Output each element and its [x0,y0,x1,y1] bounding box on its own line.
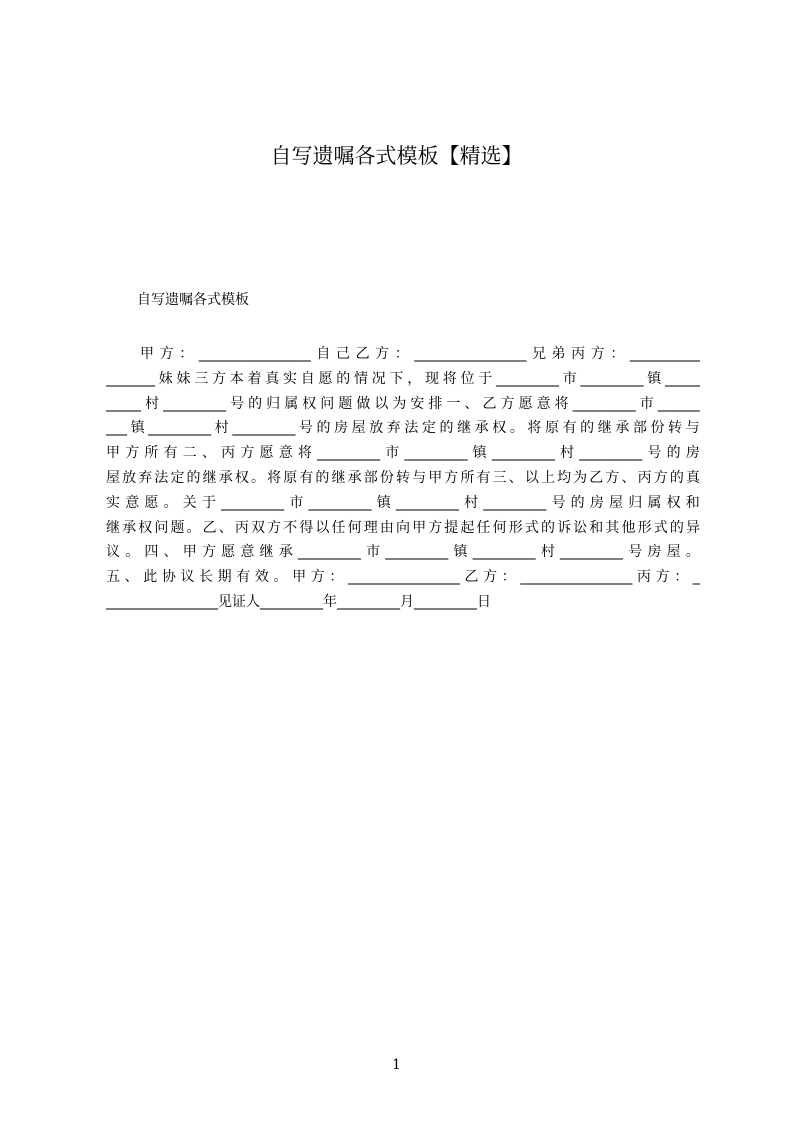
body-text: 讼 [573,519,588,536]
body-text: 继 [331,469,346,486]
body-text: _________ [148,420,212,437]
body-text: 有 [163,445,178,462]
body-text: 和 [589,519,604,536]
body-line [106,516,700,541]
body-text: 以 [524,469,539,486]
body-text: 意 [125,494,140,511]
body-text: 有 [236,569,251,586]
body-text: 定 [421,420,436,437]
body-text: 效 [254,569,269,586]
body-text: ________________见证人_________年_________月_________日 [106,593,491,610]
body-text: 议 [180,569,195,586]
body-text: 实 [283,370,297,387]
body-text: 的 [540,519,555,536]
body-text: 的 [570,494,585,511]
body-text: 丙 [636,569,651,586]
body-text: _____ [665,370,700,387]
body-text: 号 [230,395,245,412]
body-text: 的 [336,370,351,387]
body-line [106,565,700,590]
body-text: 权 [302,395,317,412]
body-text: 号 [647,445,662,462]
page-number: 1 [392,1057,401,1073]
body-line [106,466,700,491]
body-text: 放 [369,420,384,437]
body-text: 方 [212,370,226,387]
body-text: 将 [527,420,542,437]
body-text: 方 [201,544,216,561]
body-text: 甲 [292,569,307,586]
body-text: 法 [404,420,419,437]
body-text: 丙 [571,346,586,362]
body-text: 形 [508,519,523,536]
body-text: 真 [685,469,700,486]
body-text: 妹 [176,370,191,387]
body-text: 有 [562,420,577,437]
body-text: 自 [316,346,331,362]
body-text: 村 [560,445,574,462]
body-text: _________ [496,370,559,387]
body-text: 村 [540,544,555,561]
body-text: ： [329,569,344,586]
body-text: _________ [385,544,449,561]
body-text: 方 [590,346,605,362]
body-text: 房 [647,544,662,561]
body-text: __________ [629,346,700,362]
body-line [106,590,700,615]
body-text: 法 [154,469,169,486]
body-text: 房 [589,494,604,511]
body-text: _________ [472,544,536,561]
body-text: 定 [170,469,185,486]
body-text: 由 [379,519,394,536]
body-text: ： [394,346,409,362]
body-text: 下 [389,370,404,387]
body-text: 着 [247,370,262,387]
body-text: 市 [385,445,400,462]
body-text: ______ [657,395,700,412]
body-text: 的 [315,469,330,486]
body-text: 乙 [589,469,604,486]
body-text: _________ [404,445,468,462]
body-line [106,441,700,466]
body-text: 己 [335,346,350,362]
body-text: 承 [218,469,233,486]
body-text: 权 [666,494,681,511]
body-text: 异 [685,519,700,536]
body-text: 、 [218,519,233,536]
body-text: 式 [653,519,668,536]
body-text: _____ [106,395,141,412]
body-text: 自 [300,370,315,387]
body-text: 题 [338,395,353,412]
body-text: 情 [354,370,368,387]
document-body [106,342,700,615]
body-text: 愿 [518,395,533,412]
body-text: 放 [122,469,137,486]
body-text: 。 [685,544,700,561]
body-text: 方 [310,569,325,586]
body-text: 房 [685,445,700,462]
body-text: 转 [668,420,683,437]
body-text: 愿 [318,370,333,387]
body-text: 权 [492,420,507,437]
body-text: 三 [194,370,209,387]
body-text: 为 [392,395,407,412]
body-text: 部 [363,469,378,486]
body-text: 属 [647,494,662,511]
body-text: 。 [125,544,140,561]
body-text: ： [179,346,194,362]
body-text: 甲 [428,469,443,486]
body-text: 他 [621,519,636,536]
body-text: 继 [457,420,472,437]
body-text: 任 [476,519,491,536]
body-text: 以 [374,395,389,412]
body-text: 不 [283,519,298,536]
body-text: 均 [557,469,572,486]
body-text: 为 [573,469,588,486]
body-text: 、 [124,569,139,586]
body-text: 排 [428,395,443,412]
body-text: 况 [371,370,386,387]
body-text: ________________ [347,569,460,586]
body-text: 何 [347,519,362,536]
body-text: 的 [666,445,681,462]
body-text: 市 [562,370,577,387]
body-text: 的 [669,519,684,536]
body-text: 号 [628,544,643,561]
body-text: 归 [628,494,643,511]
body-text: 镇 [472,445,487,462]
body-text: 、 [508,469,523,486]
body-text: _________ [572,395,636,412]
body-text: 与 [685,420,700,437]
body-text: 、 [464,395,479,412]
body-text: 继 [259,544,274,561]
body-text: 起 [460,519,475,536]
body-text: 屋 [351,420,366,437]
body-text: 部 [632,420,647,437]
body-text: ： [610,346,625,362]
body-text: 二 [182,445,197,462]
body-text: 诉 [557,519,572,536]
body-text: 、 [201,445,216,462]
body-text: 愿 [144,494,159,511]
body-text: _________ [579,445,643,462]
body-text: _________ [395,494,459,511]
body-text: ： [501,569,516,586]
body-text: 的 [580,420,595,437]
body-text: ： [674,569,689,586]
body-text: 镇 [376,494,391,511]
body-text: 继 [106,519,120,536]
body-text: 、 [621,469,636,486]
body-text: 妹 [158,370,173,387]
body-text: 于 [478,370,493,387]
body-text: 议 [106,544,120,561]
body-text: 方 [240,445,255,462]
body-text: 意 [240,544,255,561]
body-text: 乙 [202,519,217,536]
body-text: 丙 [234,519,249,536]
body-text: 协 [161,569,176,586]
body-text: 此 [143,569,158,586]
body-text: _________ [308,494,372,511]
body-text: _________ [483,494,547,511]
body-text: 真 [265,370,280,387]
body-text: 。 [186,519,201,536]
body-text: _________ [232,420,296,437]
body-text: ， [407,370,422,387]
body-text: 原 [283,469,298,486]
body-text: 。 [163,494,178,511]
body-text: 方 [605,469,620,486]
body-text: 原 [544,420,559,437]
body-text: 任 [331,519,346,536]
body-text: 甲 [140,346,154,362]
body-text: 乙 [482,395,497,412]
body-text: 方 [483,569,498,586]
body-text: 号 [298,420,313,437]
body-text: 的 [186,469,201,486]
body-text: _______ [106,370,155,387]
body-text: 继 [597,420,612,437]
body-text: 弟 [551,346,566,362]
body-text: 问 [154,519,169,536]
body-text: 愿 [259,445,274,462]
body-text: _________ [560,544,623,561]
body-text: 乙 [464,569,479,586]
body-text: 形 [637,519,652,536]
body-text: 所 [460,469,475,486]
body-text: 甲 [412,519,427,536]
body-text: 关 [182,494,197,511]
document-subtitle: 自写遗嘱各式模板 [137,292,249,308]
body-text: 丙 [637,469,652,486]
body-line [106,342,700,367]
body-text: 做 [356,395,371,412]
body-text: 五 [106,569,120,586]
body-text: 份 [379,469,394,486]
body-text: 权 [234,469,249,486]
body-text: 将 [267,469,282,486]
body-text: 将 [297,445,312,462]
body-text: 镇 [647,370,662,387]
body-text: 方 [655,569,670,586]
body-text: _________ [297,544,361,561]
body-text: 丙 [221,445,236,462]
body-text: 承 [474,420,489,437]
body-text: 方 [653,469,668,486]
body-text: 屋 [666,544,681,561]
body-text: 。 [273,569,288,586]
body-text: 方 [125,445,140,462]
body-text: 归 [266,395,281,412]
body-text: 方 [428,519,443,536]
body-text: 上 [540,469,555,486]
body-text: 方 [375,346,390,362]
body-text: 房 [334,420,349,437]
body-text: 将 [442,370,457,387]
body-text: 乙 [355,346,370,362]
body-text: 市 [289,494,304,511]
body-line [106,367,700,392]
body-text: 屋 [106,469,120,486]
document-title: 自写遗嘱各式模板【精选】 [270,144,523,168]
body-text: 承 [122,519,137,536]
body-text: 问 [320,395,335,412]
body-text: 的 [316,420,331,437]
body-text: 安 [410,395,425,412]
body-text: ________________ [520,569,633,586]
body-text: 村 [214,420,229,437]
body-text: 继 [202,469,217,486]
body-text: 有 [476,469,491,486]
body-text: _________ [580,370,644,387]
body-text: 份 [650,420,665,437]
body-text: 甲 [106,445,120,462]
body-text: 提 [444,519,459,536]
body-text: 转 [395,469,410,486]
body-text: 弃 [386,420,401,437]
body-text: 双 [250,519,265,536]
body-text: _________ [163,395,227,412]
body-text: 方 [444,469,459,486]
body-text: 其 [605,519,620,536]
body-text: 的 [439,420,454,437]
body-text: 市 [639,395,654,412]
body-text: _________ [221,494,285,511]
body-text: 式 [524,519,539,536]
body-text: 。 [509,420,524,437]
body-text: ________________ [198,346,311,362]
body-text: 。 [250,469,265,486]
body-text: 所 [144,445,159,462]
body-text: 的 [669,469,684,486]
body-text: 三 [492,469,507,486]
body-text: 方 [500,395,515,412]
body-text: 屋 [609,494,623,511]
body-text: 和 [685,494,700,511]
body-text: 承 [615,420,630,437]
body-text: 属 [284,395,299,412]
body-text: 理 [363,519,378,536]
body-text: 题 [170,519,185,536]
body-text: 市 [366,544,381,561]
body-text: 村 [464,494,479,511]
body-text: _________ [491,445,555,462]
body-text: 本 [229,370,244,387]
body-text: 向 [395,519,410,536]
body-text: 的 [248,395,263,412]
body-text: 意 [536,395,551,412]
body-text: 、 [163,544,178,561]
body-text: 位 [460,370,475,387]
body-text: 何 [492,519,507,536]
body-text: 号 [551,494,566,511]
body-text: _ [692,569,700,586]
body-text: 镇 [453,544,468,561]
body-text: 有 [299,469,314,486]
body-text: 兄 [531,346,546,362]
body-text: 一 [446,395,461,412]
body-text: 承 [278,544,293,561]
body-text: 甲 [182,544,197,561]
body-text: 四 [144,544,159,561]
body-text: 镇 [130,420,145,437]
body-line [106,392,700,417]
body-text: _________ [317,445,381,462]
body-text: ________________ [414,346,527,362]
body-text: 于 [201,494,216,511]
body-text: 与 [412,469,427,486]
body-text: 方 [159,346,174,362]
body-text: 期 [217,569,232,586]
body-text: 得 [299,519,314,536]
body-text: 愿 [221,544,236,561]
body-text: 村 [145,395,160,412]
body-text: 现 [425,370,439,387]
body-line [106,416,700,441]
body-text: 实 [106,494,120,511]
body-line [106,491,700,516]
body-text: ___ [106,420,127,437]
body-text: 弃 [138,469,153,486]
body-line [106,540,700,565]
body-text: 意 [278,445,293,462]
body-text: 以 [315,519,330,536]
body-text: 承 [347,469,362,486]
body-text: 将 [554,395,569,412]
body-text: 长 [199,569,214,586]
body-text: 权 [138,519,153,536]
body-text: 方 [267,519,282,536]
